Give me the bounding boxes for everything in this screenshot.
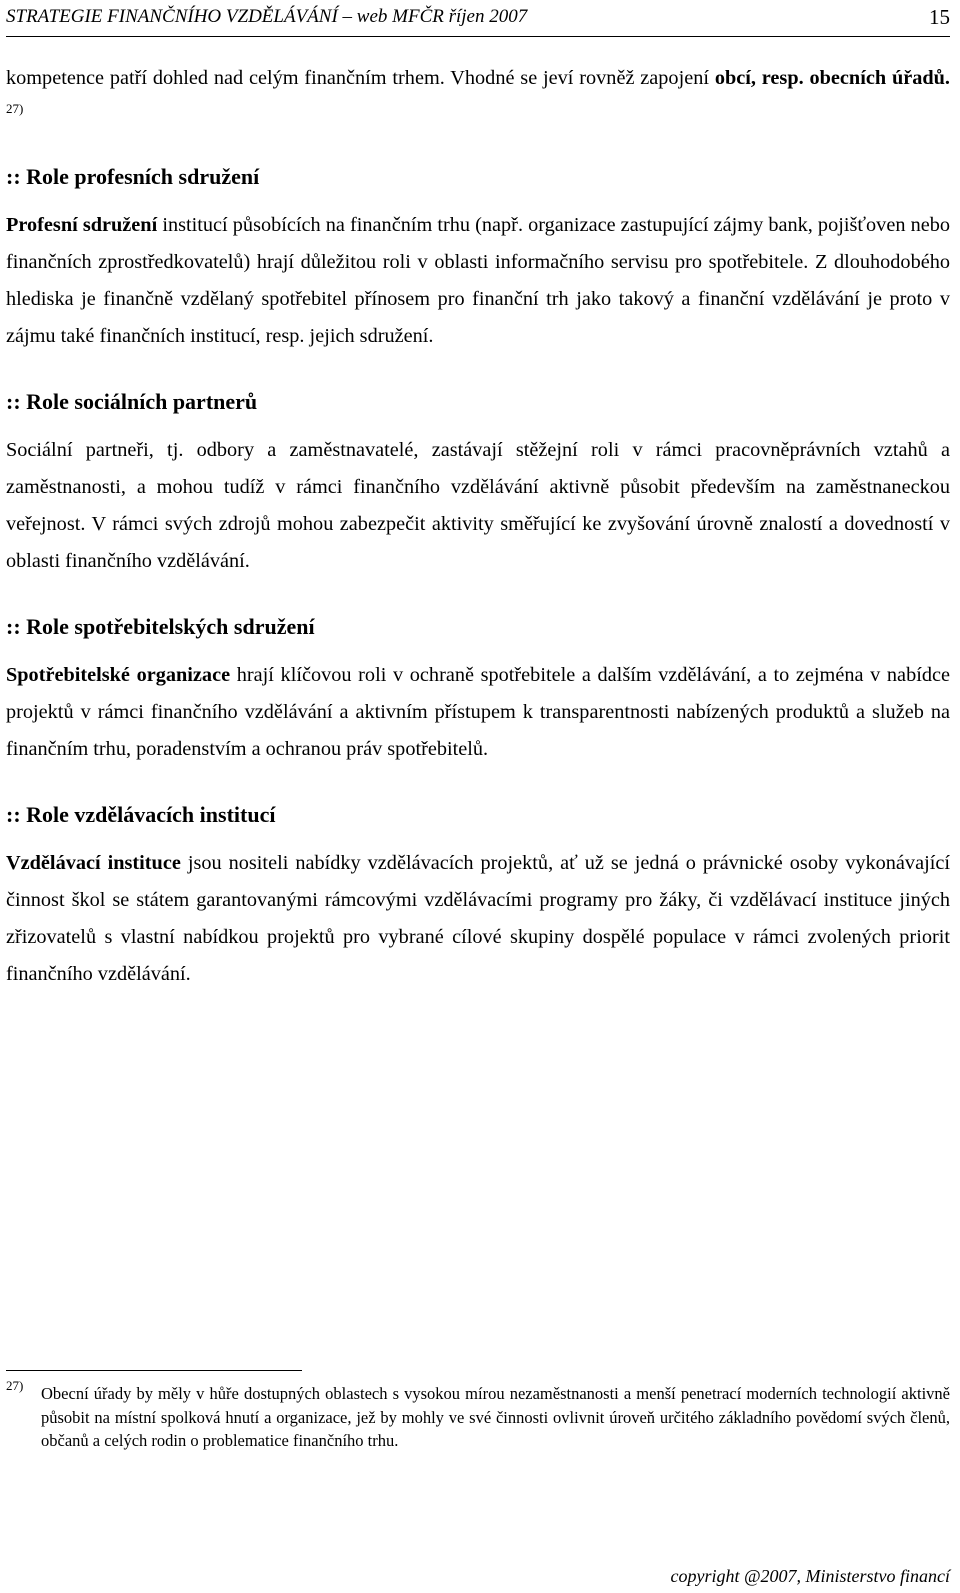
heading-spotrebitelske: :: Role spotřebitelských sdružení — [6, 614, 315, 639]
header-title: STRATEGIE FINANČNÍHO VZDĚLÁVÁNÍ – web MFČR říjen 2007 — [6, 6, 528, 27]
header-divider — [6, 36, 950, 37]
footnote-text: Obecní úřady by měly v hůře dostupných oblastech s vysokou mírou nezaměstnanosti a menší penetrací moderních technologií aktivně působit na místní spolková hnutí a organizace, jež by mohly ve své činnosti ovlivnit úroveň určitého základního povědomí svých členů, občanů a celých rodin o problematice finančního trhu. — [41, 1384, 950, 1450]
intro-text: kompetence patří dohled nad celým finančním trhem. Vhodné se jeví rovněž zapojení — [6, 67, 715, 89]
page-footer: copyright @2007, Ministerstvo financí — [670, 1566, 950, 1586]
footnote-divider — [6, 1370, 302, 1371]
lead-profesni: Profesní sdružení — [6, 214, 158, 236]
footnote — [6, 1378, 950, 1453]
heading-profesni: :: Role profesních sdružení — [6, 164, 260, 189]
footnote-number: 27) — [6, 1378, 24, 1393]
text-vzdelavaci: jsou nositeli nabídky vzdělávacích projektů, ať už se jedná o právnické osoby vykonávající činnost škol se státem garantovanými rámcovými vzdělávacími programy pro žáky, či vzdělávací instituce jiných zřizovatelů s vlastní nabídkou projektů pro vybrané cílové skupiny dospělé populace v rámci zvolených priorit finančního vzdělávání. — [6, 852, 950, 985]
page-number: 15 — [929, 5, 950, 29]
text-spotrebitelske: hrají klíčovou roli v ochraně spotřebitele a dalším vzdělávání, a to zejména v nabídce projektů v rámci finančního vzdělávání a aktivním přístupem k transparentnosti nabízených produktů a služeb na finančním trhu, poradenstvím a ochranou práv spotřebitelů. — [6, 664, 950, 760]
paragraph-socialni: Sociální partneři, tj. odbory a zaměstnavatelé, zastávají stěžejní roli v rámci pracovněprávních vztahů a zaměstnanosti, a mohou tudíž v rámci finančního vzdělávání aktivně působit především na zaměstnaneckou veřejnost. V rámci svých zdrojů mohou zabezpečit aktivity směřující ke zvyšování úrovně znalostí a dovedností v oblasti finančního vzdělávání. — [6, 439, 950, 572]
paragraph-vzdelavaci — [6, 845, 950, 993]
footnote-reference[interactable]: 27) — [6, 101, 24, 117]
lead-vzdelavaci: Vzdělávací instituce — [6, 852, 181, 874]
heading-vzdelavaci: :: Role vzdělávacích institucí — [6, 802, 276, 827]
text-profesni: institucí působících na finančním trhu (např. organizace zastupující zájmy bank, pojišťoven nebo finančních zprostředkovatelů) hrají důležitou roli v oblasti informačního servisu pro spotřebitele. Z dlouhodobého hlediska je finančně vzdělaný spotřebitel přínosem pro finanční trh jako takový a finanční vzdělávání je proto v zájmu také finančních institucí, resp. jejich sdružení. — [6, 214, 950, 347]
intro-bold: obcí, resp. obecních úřadů. — [714, 67, 951, 89]
page-body — [6, 60, 950, 1021]
paragraph-spotrebitelske — [6, 657, 950, 768]
heading-socialni: :: Role sociálních partnerů — [6, 389, 258, 414]
paragraph-profesni — [6, 207, 950, 355]
page-header — [6, 2, 950, 32]
intro-paragraph — [6, 60, 950, 134]
lead-spotrebitelske: Spotřebitelské organizace — [6, 664, 231, 686]
